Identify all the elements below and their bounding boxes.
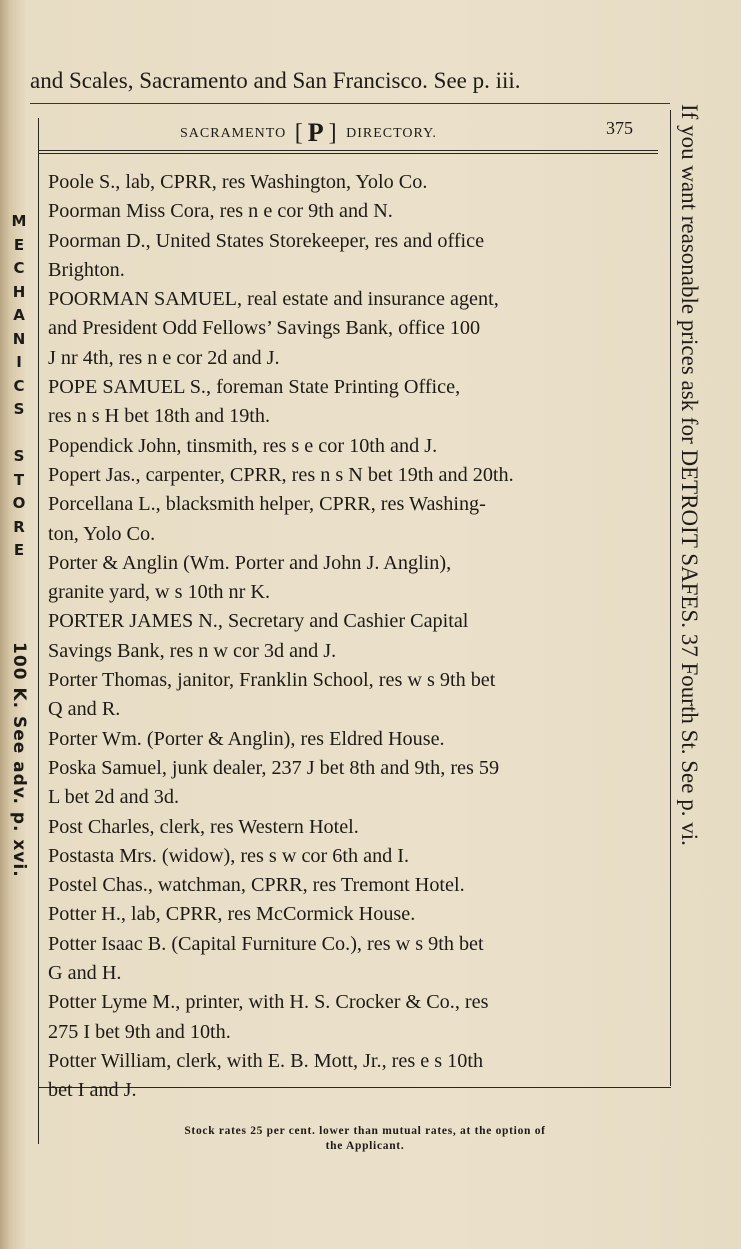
top-rule: [30, 103, 670, 104]
directory-entry: [48, 607, 658, 666]
directory-entry: [48, 988, 658, 1047]
left-margin-letter: C: [13, 376, 25, 395]
entry-line: Post Charles, clerk, res Western Hotel.: [48, 815, 359, 838]
directory-entry: [48, 1047, 658, 1106]
entry-line: Potter William, clerk, with E. B. Mott, Jr., res e s 10th: [48, 1049, 484, 1072]
left-margin-letter: [4, 422, 34, 446]
top-advertisement-banner: and Scales, Sacramento and San Francisco. See p. iii.: [30, 68, 521, 93]
entry-line: L bet 2d and 3d.: [48, 786, 180, 809]
left-margin-letter: S: [13, 400, 25, 418]
left-margin-letter: I: [16, 353, 22, 371]
footer-line-1: Stock rates 25 per cent. lower than mutual rates, at the option of: [184, 1125, 546, 1137]
entry-line: POORMAN SAMUEL, real estate and insurance agent,: [48, 288, 499, 311]
entry-line: G and H.: [48, 962, 122, 985]
directory-entry: [48, 432, 658, 461]
left-margin-letter: E: [13, 235, 25, 254]
header-rule-double: [38, 153, 658, 154]
left-margin-rotated-advertisement: [3, 642, 37, 1012]
section-letter: P: [307, 118, 325, 147]
left-border: [38, 118, 39, 1144]
right-border: [670, 110, 671, 1086]
left-margin-letter: A: [13, 306, 25, 324]
entry-line: Postasta Mrs. (widow), res s w cor 6th and I.: [48, 844, 410, 867]
entry-line: Poorman D., United States Storekeeper, res and office: [48, 229, 485, 252]
running-head: [180, 118, 480, 148]
entry-line: Brighton.: [48, 258, 125, 281]
entry-line: PORTER JAMES N., Secretary and Cashier Capital: [48, 610, 469, 633]
left-margin-letter: M: [11, 212, 27, 230]
left-margin-letter: T: [13, 470, 25, 489]
directory-entry: [48, 871, 658, 900]
directory-entry: [48, 197, 658, 226]
left-margin-letter: H: [12, 282, 26, 301]
directory-entry: [48, 754, 658, 813]
directory-entry: [48, 285, 658, 373]
entry-line: POPE SAMUEL S., foreman State Printing Office,: [48, 376, 461, 399]
entry-line: Popert Jas., carpenter, CPRR, res n s N bet 19th and 20th.: [48, 463, 514, 486]
entry-line: Potter Lyme M., printer, with H. S. Crocker & Co., res: [48, 991, 489, 1014]
directory-entry: [48, 666, 658, 725]
entry-line: Porcellana L., blacksmith helper, CPRR, res Washing-: [48, 493, 486, 516]
entry-line: Poole S., lab, CPRR, res Washington, Yolo Co.: [48, 171, 428, 193]
entry-line: Potter H., lab, CPRR, res McCormick House.: [48, 903, 416, 926]
entry-line: Potter Isaac B. (Capital Furniture Co.), res w s 9th bet: [48, 932, 484, 955]
directory-entries: [48, 168, 658, 1106]
entry-line: Poorman Miss Cora, res n e cor 9th and N.: [48, 200, 393, 223]
running-head-city: SACRAMENTO: [180, 126, 287, 141]
entry-line: J nr 4th, res n e cor 2d and J.: [48, 346, 280, 369]
left-margin-advertisement: [4, 210, 34, 563]
directory-entry: [48, 813, 658, 842]
entry-line: ton, Yolo Co.: [48, 522, 156, 545]
header-rule: [38, 150, 658, 151]
directory-entry: [48, 930, 658, 989]
entry-line: Porter & Anglin (Wm. Porter and John J. Anglin),: [48, 551, 452, 574]
entry-line: Popendick John, tinsmith, res s e cor 10th and J.: [48, 434, 438, 457]
entry-line: 275 I bet 9th and 10th.: [48, 1020, 231, 1043]
entry-line: bet I and J.: [48, 1079, 137, 1102]
entry-line: Porter Wm. (Porter & Anglin), res Eldred House.: [48, 727, 445, 750]
entry-line: Postel Chas., watchman, CPRR, res Tremont Hotel.: [48, 874, 465, 897]
entry-line: and President Odd Fellows’ Savings Bank, office 100: [48, 317, 481, 340]
running-head-title: DIRECTORY.: [346, 126, 437, 141]
entry-line: granite yard, w s 10th nr K.: [48, 581, 271, 604]
left-margin-letter: C: [13, 259, 25, 277]
directory-entry: [48, 725, 658, 754]
left-margin-letter: S: [13, 447, 25, 465]
left-margin-rotated-text: 100 K. See adv. p. xvi.: [9, 642, 29, 878]
directory-entry: [48, 842, 658, 871]
footer-notice: [60, 1124, 670, 1154]
entry-line: Savings Bank, res n w cor 3d and J.: [48, 639, 337, 662]
directory-entry: [48, 900, 658, 929]
footer-line-2: the Applicant.: [325, 1140, 405, 1152]
directory-entry: [48, 227, 658, 286]
entry-line: Q and R.: [48, 698, 121, 721]
bracket-open: [: [294, 120, 304, 146]
bracket-close: ]: [328, 120, 338, 146]
directory-entry: [48, 168, 658, 197]
right-margin-advertisement: If you want reasonable prices ask for DETROIT SAFES. 37 Fourth St. See p. vi.: [677, 104, 702, 846]
directory-entry: [48, 373, 658, 432]
entry-line: Poska Samuel, junk dealer, 237 J bet 8th and 9th, res 59: [48, 756, 500, 779]
left-margin-letter: E: [13, 541, 25, 559]
directory-entry: [48, 490, 658, 549]
directory-entry: [48, 461, 658, 490]
left-margin-letter: R: [13, 517, 25, 536]
entry-line: Porter Thomas, janitor, Franklin School, res w s 9th bet: [48, 669, 496, 692]
directory-entry: [48, 549, 658, 608]
entry-line: res n s H bet 18th and 19th.: [48, 405, 271, 428]
left-margin-letter: N: [12, 329, 26, 348]
left-margin-letter: O: [12, 494, 26, 512]
page-number: 375: [606, 118, 633, 138]
